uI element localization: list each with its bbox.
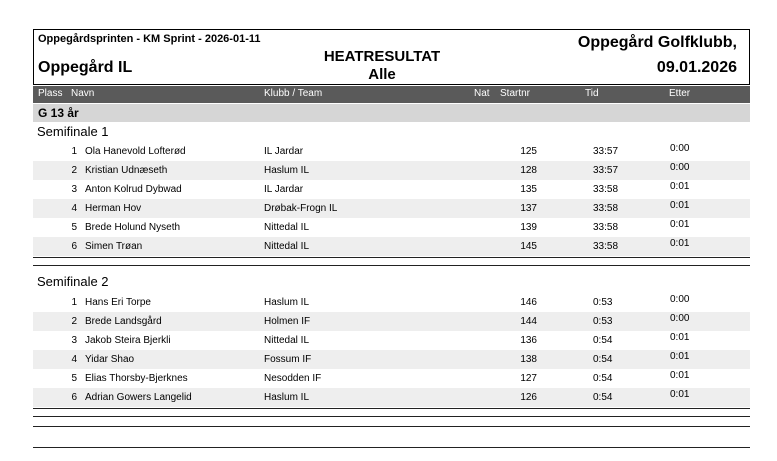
cell-name: Brede Holund Nyseth [85,222,181,233]
separator-line [33,416,750,417]
venue-name: Oppegård Golfklubb, [577,34,737,51]
cell-club: Haslum IL [264,165,310,176]
cell-place: 4 [71,354,77,365]
cell-start: 146 [520,297,537,308]
cell-name: Yidar Shao [85,354,135,365]
cell-behind: 0:01 [670,370,690,381]
cell-start: 139 [520,222,537,233]
cell-behind: 0:01 [670,351,690,362]
cell-place: 5 [71,222,77,233]
cell-name: Brede Landsgård [85,316,162,327]
cell-time: 0:53 [593,297,613,308]
cell-start: 126 [520,392,537,403]
cell-time: 33:58 [593,222,619,233]
separator-line [33,265,750,266]
cell-behind: 0:01 [670,181,690,192]
separator-line [33,408,750,409]
cell-club: Nittedal IL [264,335,310,346]
report-title: HEATRESULTAT [323,48,441,65]
table-row [33,237,750,256]
cell-behind: 0:01 [670,219,690,230]
cell-club: Haslum IL [264,297,310,308]
table-row [33,312,750,331]
cell-start: 128 [520,165,537,176]
table-row [33,388,750,407]
col-time: Tid [585,88,599,99]
cell-start: 127 [520,373,537,384]
table-row [33,142,750,161]
cell-time: 33:58 [593,203,619,214]
table-row [33,369,750,388]
report-subtitle: Alle [368,66,396,83]
table-row [33,218,750,237]
cell-start: 135 [520,184,537,195]
col-place: Plass [38,88,63,99]
cell-place: 2 [71,165,77,176]
cell-time: 0:54 [593,354,613,365]
cell-club: Nittedal IL [264,241,310,252]
cell-place: 2 [71,316,77,327]
cell-behind: 0:01 [670,238,690,249]
cell-name: Anton Kolrud Dybwad [85,184,182,195]
cell-place: 3 [71,184,77,195]
cell-behind: 0:00 [670,294,690,305]
cell-time: 33:57 [593,165,619,176]
cell-name: Herman Hov [85,203,142,214]
cell-club: Nittedal IL [264,222,310,233]
separator-line [33,257,750,258]
cell-place: 1 [71,297,77,308]
cell-start: 137 [520,203,537,214]
cell-time: 0:53 [593,316,613,327]
table-row [33,180,750,199]
cell-club: IL Jardar [264,146,304,157]
cell-name: Kristian Udnæseth [85,165,168,176]
cell-place: 1 [71,146,77,157]
table-row [33,331,750,350]
column-header-bar [33,86,750,103]
cell-time: 33:58 [593,184,619,195]
separator-line [33,447,750,448]
cell-place: 4 [71,203,77,214]
col-start: Startnr [500,88,531,99]
cell-time: 0:54 [593,373,613,384]
table-row [33,350,750,369]
cell-start: 125 [520,146,537,157]
cell-name: Ola Hanevold Lofterød [85,146,186,157]
cell-time: 0:54 [593,392,613,403]
cell-start: 138 [520,354,537,365]
organizer-name: Oppegård IL [38,59,133,76]
class-label: G 13 år [38,106,79,120]
col-name: Navn [71,88,95,99]
cell-behind: 0:01 [670,389,690,400]
cell-club: Nesodden IF [264,373,322,384]
cell-name: Jakob Steira Bjerkli [85,335,171,346]
separator-line [33,426,750,427]
cell-club: Fossum IF [264,354,312,365]
cell-behind: 0:00 [670,143,690,154]
table-row [33,161,750,180]
heat-title: Semifinale 1 [37,124,109,139]
heat-title: Semifinale 2 [37,274,109,289]
cell-name: Hans Eri Torpe [85,297,151,308]
col-nat: Nat [474,88,490,99]
cell-name: Elias Thorsby-Bjerknes [85,373,188,384]
event-line: Oppegårdsprinten - KM Sprint - 2026-01-11 [38,33,261,45]
cell-time: 33:58 [593,241,619,252]
col-club: Klubb / Team [264,88,323,99]
cell-time: 0:54 [593,335,613,346]
cell-start: 136 [520,335,537,346]
cell-behind: 0:01 [670,200,690,211]
cell-place: 5 [71,373,77,384]
table-row [33,199,750,218]
table-row [33,293,750,312]
cell-behind: 0:00 [670,162,690,173]
cell-place: 6 [71,392,77,403]
cell-start: 144 [520,316,537,327]
class-bar [33,104,750,122]
cell-club: Haslum IL [264,392,310,403]
report-date: 09.01.2026 [656,59,737,76]
cell-behind: 0:00 [670,313,690,324]
cell-club: Drøbak-Frogn IL [264,203,338,214]
col-behind: Etter [669,88,691,99]
cell-place: 6 [71,241,77,252]
cell-club: IL Jardar [264,184,304,195]
cell-club: Holmen IF [264,316,311,327]
cell-start: 145 [520,241,537,252]
cell-place: 3 [71,335,77,346]
cell-name: Simen Trøan [85,241,143,252]
cell-time: 33:57 [593,146,619,157]
cell-name: Adrian Gowers Langelid [85,392,192,403]
cell-behind: 0:01 [670,332,690,343]
